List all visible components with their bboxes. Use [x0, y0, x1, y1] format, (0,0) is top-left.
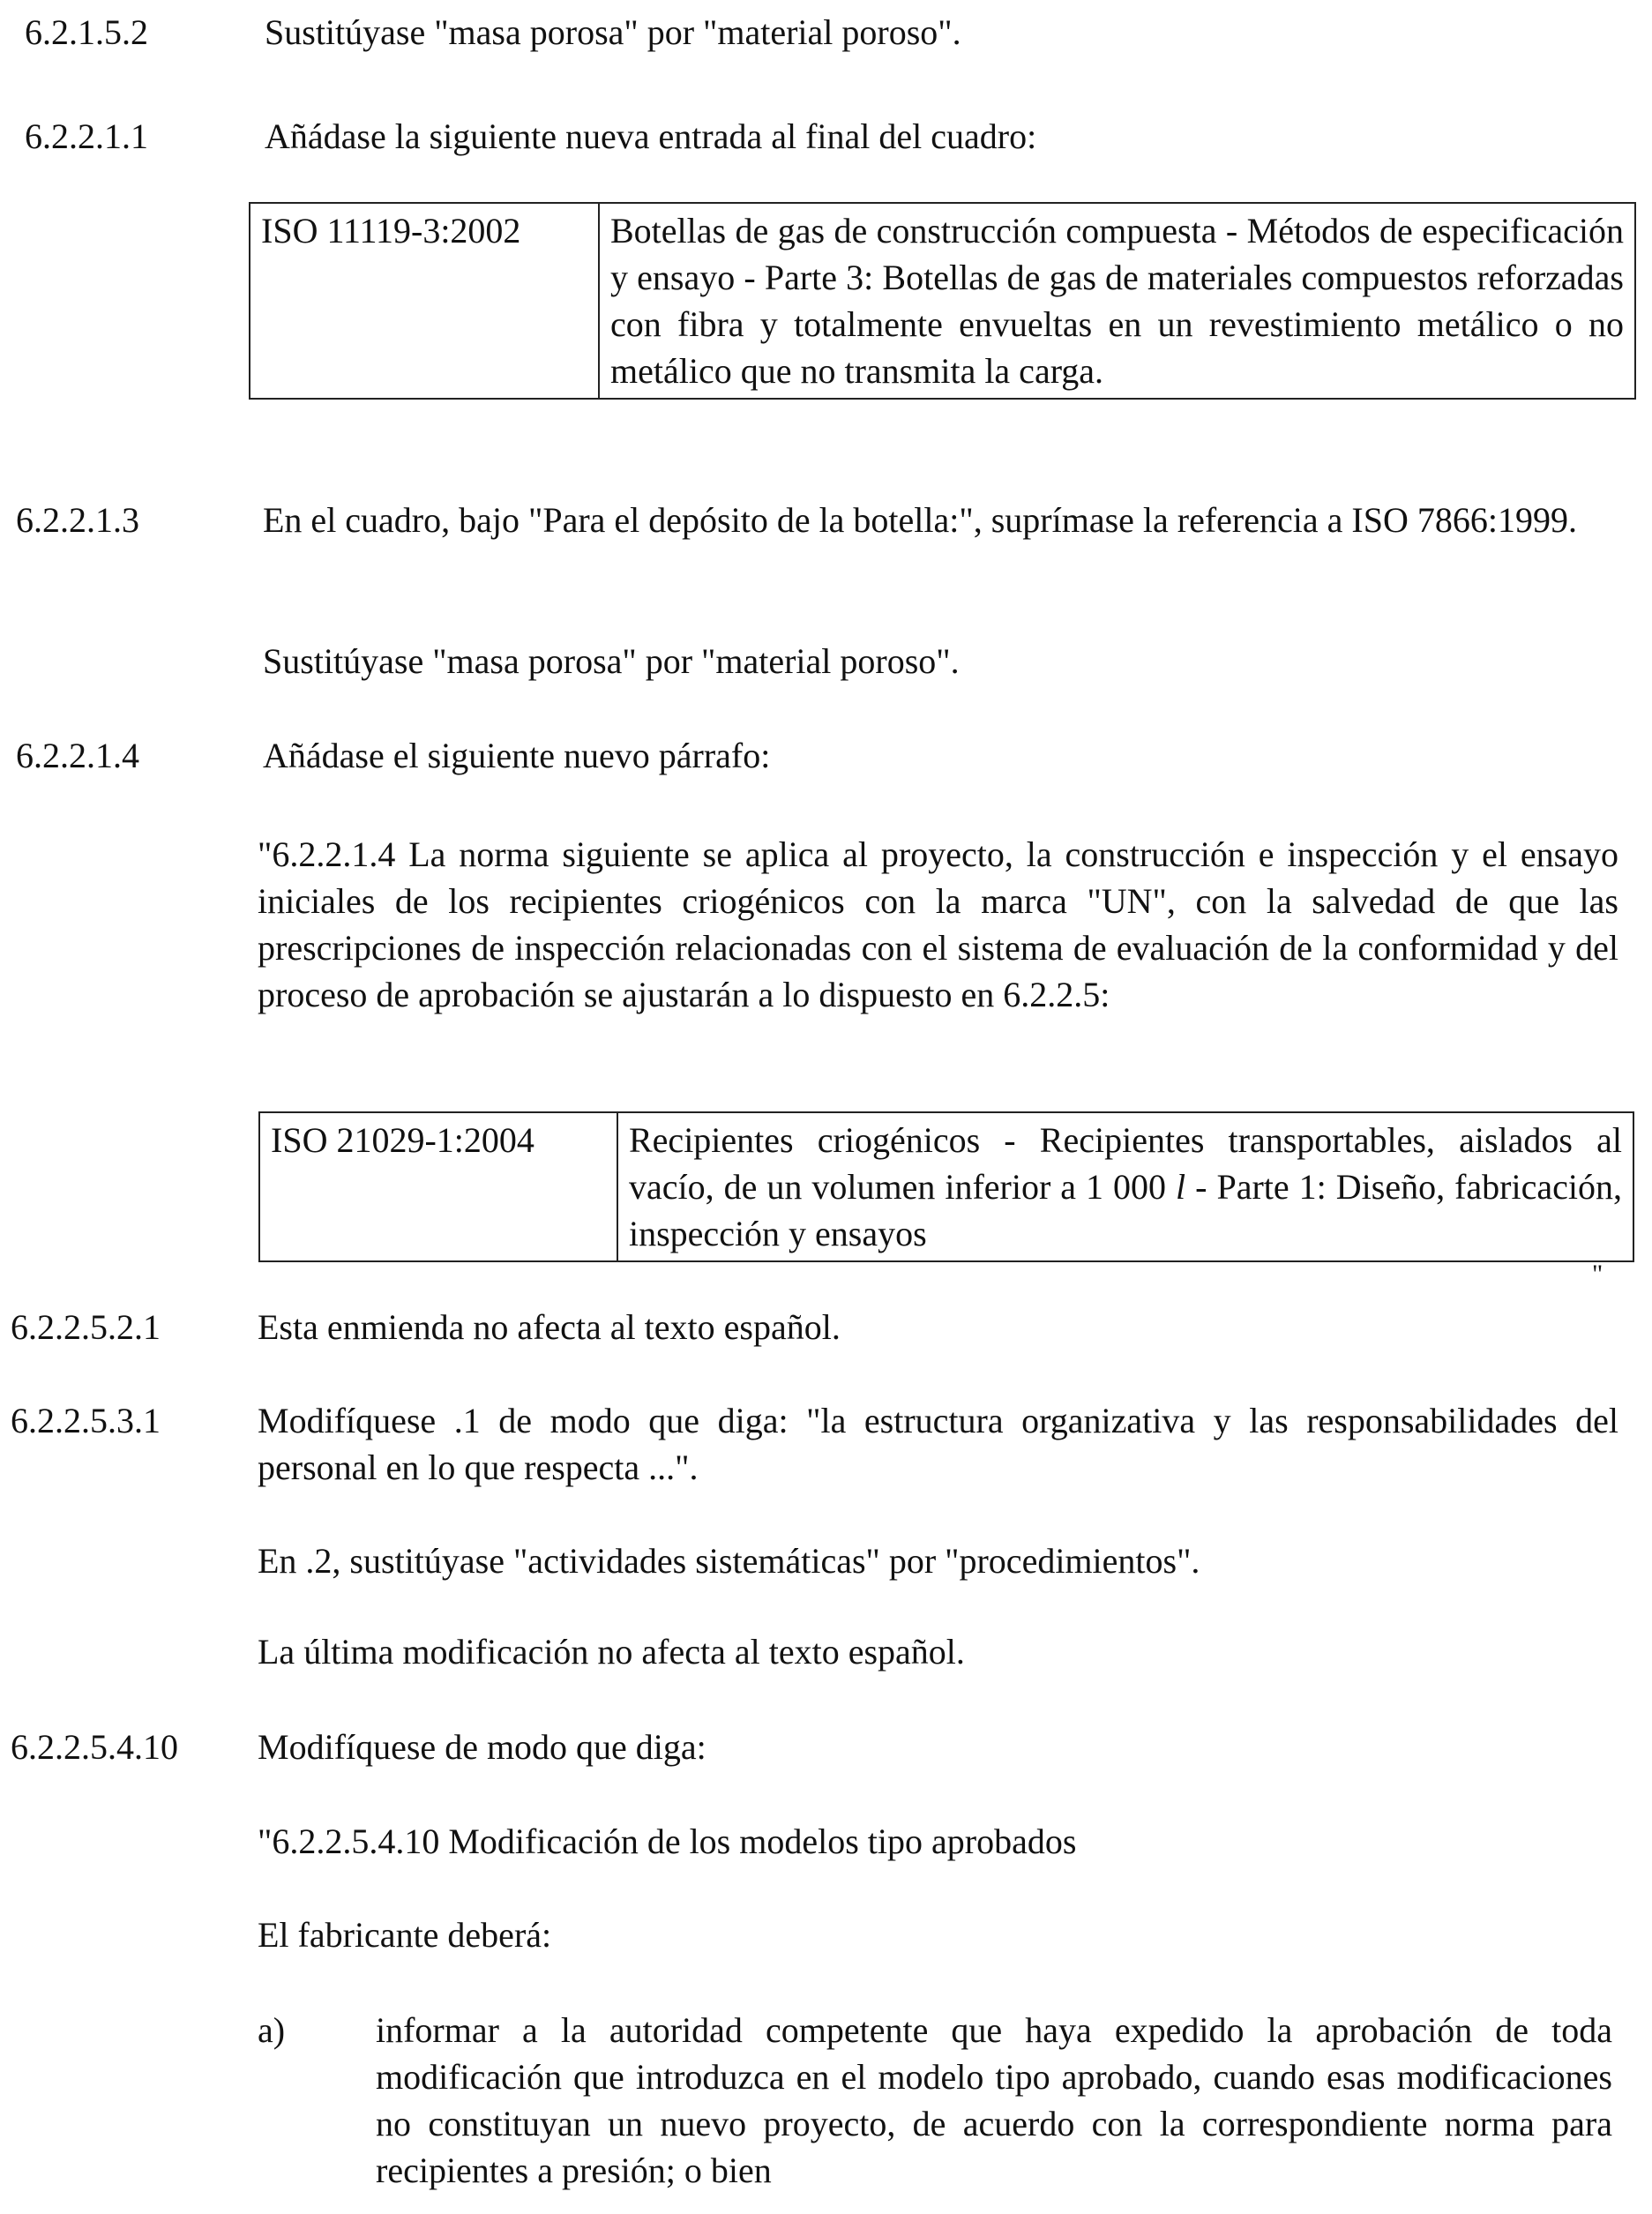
- paragraph: En el cuadro, bajo "Para el depósito de la botella:", suprímase la referencia a ISO 7866:1999.: [263, 500, 1577, 540]
- description-text: - Parte 1: Diseño, fabricación, inspección y ensayos: [629, 1167, 1622, 1253]
- section-number: 6.2.2.5.4.10: [11, 1727, 178, 1767]
- section-number: 6.2.2.5.3.1: [11, 1401, 161, 1440]
- quoted-paragraph: "6.2.2.1.4 La norma siguiente se aplica al proyecto, la construcción e inspección y el ensayo iniciales de los recipientes criogénicos con la marca "UN", con la salvedad de que las prescripciones de inspección relacionadas con el sistema de evaluación de la conformidad y del proceso de aprobación se ajustarán a lo dispuesto en 6.2.2.5:: [258, 834, 1618, 1014]
- section-number: 6.2.2.1.3: [16, 500, 139, 540]
- paragraph: Sustitúyase "masa porosa" por "material poroso".: [265, 12, 961, 52]
- paragraph: Esta enmienda no afecta al texto español.: [258, 1307, 841, 1347]
- list-item-text: informar a la autoridad competente que haya expedido la aprobación de toda modificación que introduzca en el modelo tipo aprobado, cuando esas modificaciones no constituyan un nuevo proyecto, de acuerdo con la correspondiente norma para recipientes a presión; o bien: [376, 2010, 1612, 2190]
- standard-description: Botellas de gas de construcción compuesta - Métodos de especificación y ensayo - Parte 3: Botellas de gas de materiales compuestos reforzadas con fibra y totalmente envueltas en un revestimiento metálico o no metálico que no transmita la carga.: [599, 203, 1635, 399]
- paragraph: El fabricante deberá:: [258, 1915, 552, 1955]
- standard-code: ISO 21029-1:2004: [259, 1112, 617, 1261]
- paragraph: Modifíquese .1 de modo que diga: "la estructura organizativa y las responsabilidades del personal en lo que respecta ...".: [258, 1401, 1618, 1487]
- closing-quote: ": [1592, 1260, 1603, 1289]
- list-marker: a): [258, 2010, 286, 2050]
- table-row: [259, 1112, 1633, 1261]
- section-number: 6.2.2.1.1: [25, 116, 148, 156]
- paragraph: Añádase el siguiente nuevo párrafo:: [263, 736, 771, 775]
- table-row: [250, 203, 1635, 399]
- paragraph: Añádase la siguiente nueva entrada al final del cuadro:: [265, 116, 1037, 156]
- section-number: 6.2.2.5.2.1: [11, 1307, 161, 1347]
- unit-litre: l: [1176, 1167, 1186, 1207]
- paragraph: Sustitúyase "masa porosa" por "material poroso".: [263, 641, 960, 681]
- quoted-heading: "6.2.2.5.4.10 Modificación de los modelos tipo aprobados: [258, 1821, 1077, 1861]
- standard-description: [617, 1112, 1633, 1261]
- paragraph: Modifíquese de modo que diga:: [258, 1727, 706, 1767]
- description-text: Recipientes criogénicos - Recipientes transportables, aislados al vacío, de un volumen inferior a 1 000: [629, 1120, 1622, 1207]
- paragraph: En .2, sustitúyase "actividades sistemáticas" por "procedimientos".: [258, 1541, 1200, 1581]
- standards-table: [249, 202, 1636, 400]
- standards-table: [258, 1111, 1634, 1262]
- section-number: 6.2.1.5.2: [25, 12, 148, 52]
- section-number: 6.2.2.1.4: [16, 736, 139, 775]
- standard-code: ISO 11119-3:2002: [250, 203, 599, 399]
- paragraph: La última modificación no afecta al texto español.: [258, 1632, 965, 1672]
